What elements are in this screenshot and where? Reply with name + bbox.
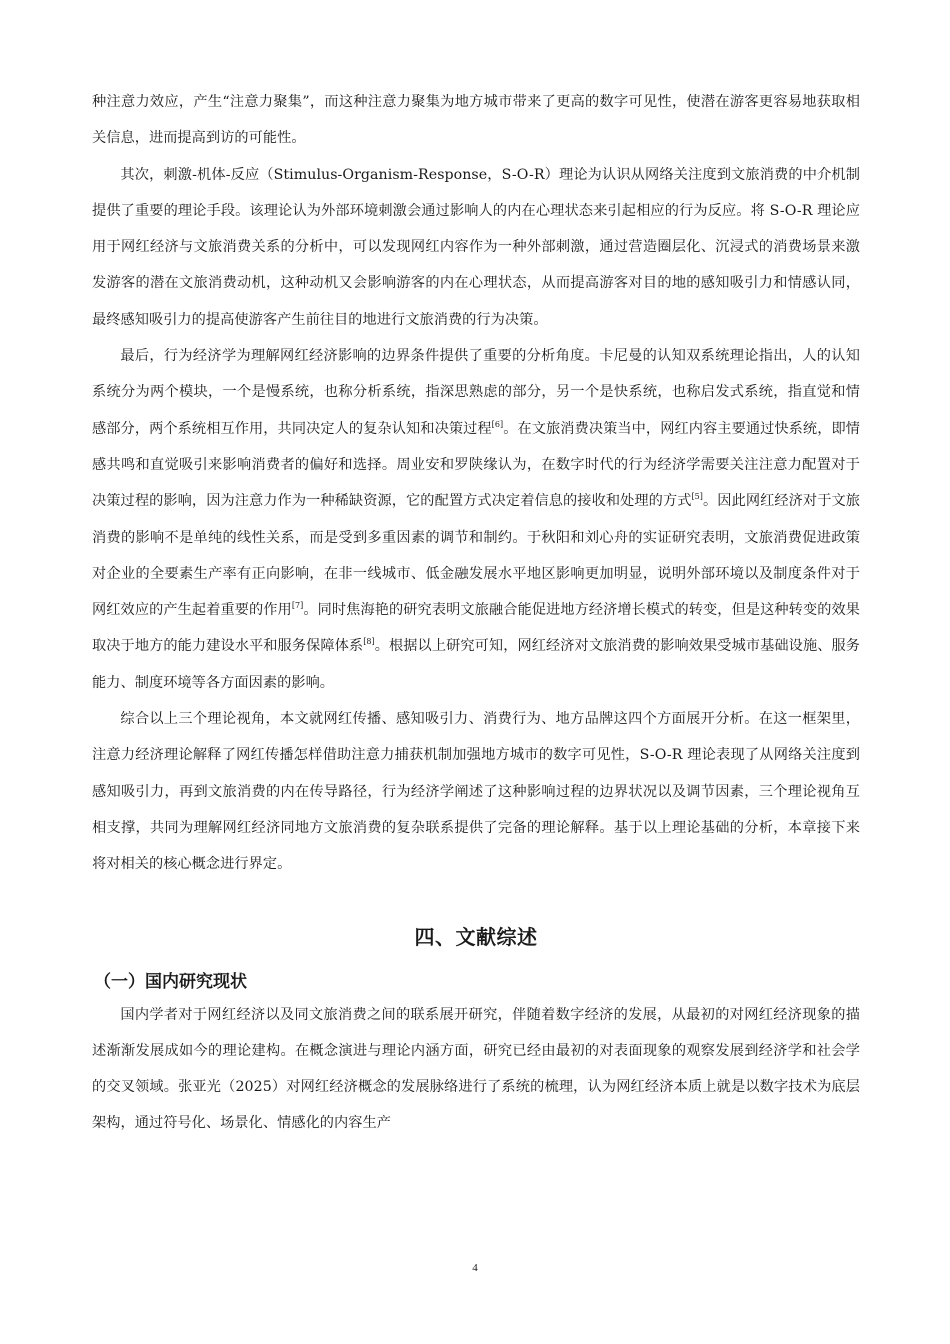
chapter-heading: 四、文献综述 — [414, 924, 538, 949]
paragraph-attention-effect: 种注意力效应，产生“注意力聚集”，而这种注意力聚集为地方城市带来了更高的数字可见性，使潜在游客更容易地获取相关信息，进而提高到访的可能性。 — [92, 94, 860, 147]
paragraph-domestic-research: 国内学者对于网红经济以及同文旅消费之间的联系展开研究，伴随着数字经济的发展，从最初的对网红经济现象的描述渐渐发展成如今的理论建构。在概念演进与理论内涵方面，研究已经由最初的对表面现象的观察发展到经济学和社会学的交叉领域。张亚光（2025）对网红经济概念的发展脉络进行了系统的梳理，认为网红经济本质上就是以数字技术为底层架构，通过符号化、场景化、情感化的内容生产 — [92, 1006, 860, 1132]
citation-7: [7] — [291, 601, 304, 611]
text-segment: 。在文旅消费决策当中，网红内容主要通过快系统，即情感共鸣和直觉吸引来影响消费者的偏好和选择。周业安和罗陕缘认为，在数字时代的行为经济学需要关注注意力配置对于决策过程的影响，因为注意力作为一种稀缺资源，它的配置方式决定着信息的接收和处理的方式 — [92, 420, 860, 510]
text-segment: 最后，行为经济学为理解网红经济影响的边界条件提供了重要的分析角度。卡尼曼的认知双系统理论指出，人的认知系统分为两个模块，一个是慢系统，也称分析系统，指深思熟虑的部分，另一个是快系统，也称启发式系统，指直觉和情感部分，两个系统相互作用，共同决定人的复杂认知和决策过程 — [92, 348, 860, 437]
page-number: 4 — [472, 1262, 478, 1274]
citation-8: [8] — [363, 637, 375, 647]
text-segment: 。根据以上研究可知，网红经济对文旅消费的影响效果受城市基础设施、服务能力、制度环境等各方面因素的影响。 — [92, 638, 860, 691]
citation-5: [5] — [691, 492, 703, 502]
text-segment: 。同时焦海艳的研究表明文旅融合能促进地方经济增长模式的转变，但是这种转变的效果取决于地方的能力建设水平和服务保障体系 — [92, 602, 861, 655]
citation-6: [6] — [491, 419, 504, 429]
section-heading: （一）国内研究现状 — [94, 971, 247, 992]
paragraph-behavioral-economics — [92, 338, 860, 701]
document-page — [92, 84, 860, 1142]
text-segment: 。因此网红经济对于文旅消费的影响不是单纯的线性关系，而是受到多重因素的调节和制约。于秋阳和刘心舟的实证研究表明，文旅消费促进政策对企业的全要素生产率有正向影响，在非一线城市、低金融发展水平地区影响更加明显，说明外部环境以及制度条件对于网红效应的产生起着重要的作用 — [92, 493, 860, 619]
paragraph-sor-theory: 其次，刺激-机体-反应（Stimulus-Organism-Response，S-O-R）理论为认识从网络关注度到文旅消费的中介机制提供了重要的理论手段。该理论认为外部环境刺激会通过影响人的内在心理状态来引起相应的行为反应。将 S-O-R 理论应用于网红经济与文旅消费关系的分析中，可以发现网红内容作为一种外部刺激，通过营造圈层化、沉浸式的消费场景来激发游客的潜在文旅消费动机，这种动机又会影响游客的内在心理状态，从而提高游客对目的地的感知吸引力和情感认同，最终感知吸引力的提高使游客产生前往目的地进行文旅消费的行为决策。 — [92, 166, 860, 328]
paragraph-framework-summary: 综合以上三个理论视角，本文就网红传播、感知吸引力、消费行为、地方品牌这四个方面展开分析。在这一框架里，注意力经济理论解释了网红传播怎样借助注意力捕获机制加强地方城市的数字可见性，S-O-R 理论表现了从网络关注度到感知吸引力，再到文旅消费的内在传导路径，行为经济学阐述了这种影响过程的边界状况以及调节因素，三个理论视角互相支撑，共同为理解网红经济同地方文旅消费的复杂联系提供了完备的理论解释。基于以上理论基础的分析，本章接下来将对相关的核心概念进行界定。 — [92, 711, 860, 873]
